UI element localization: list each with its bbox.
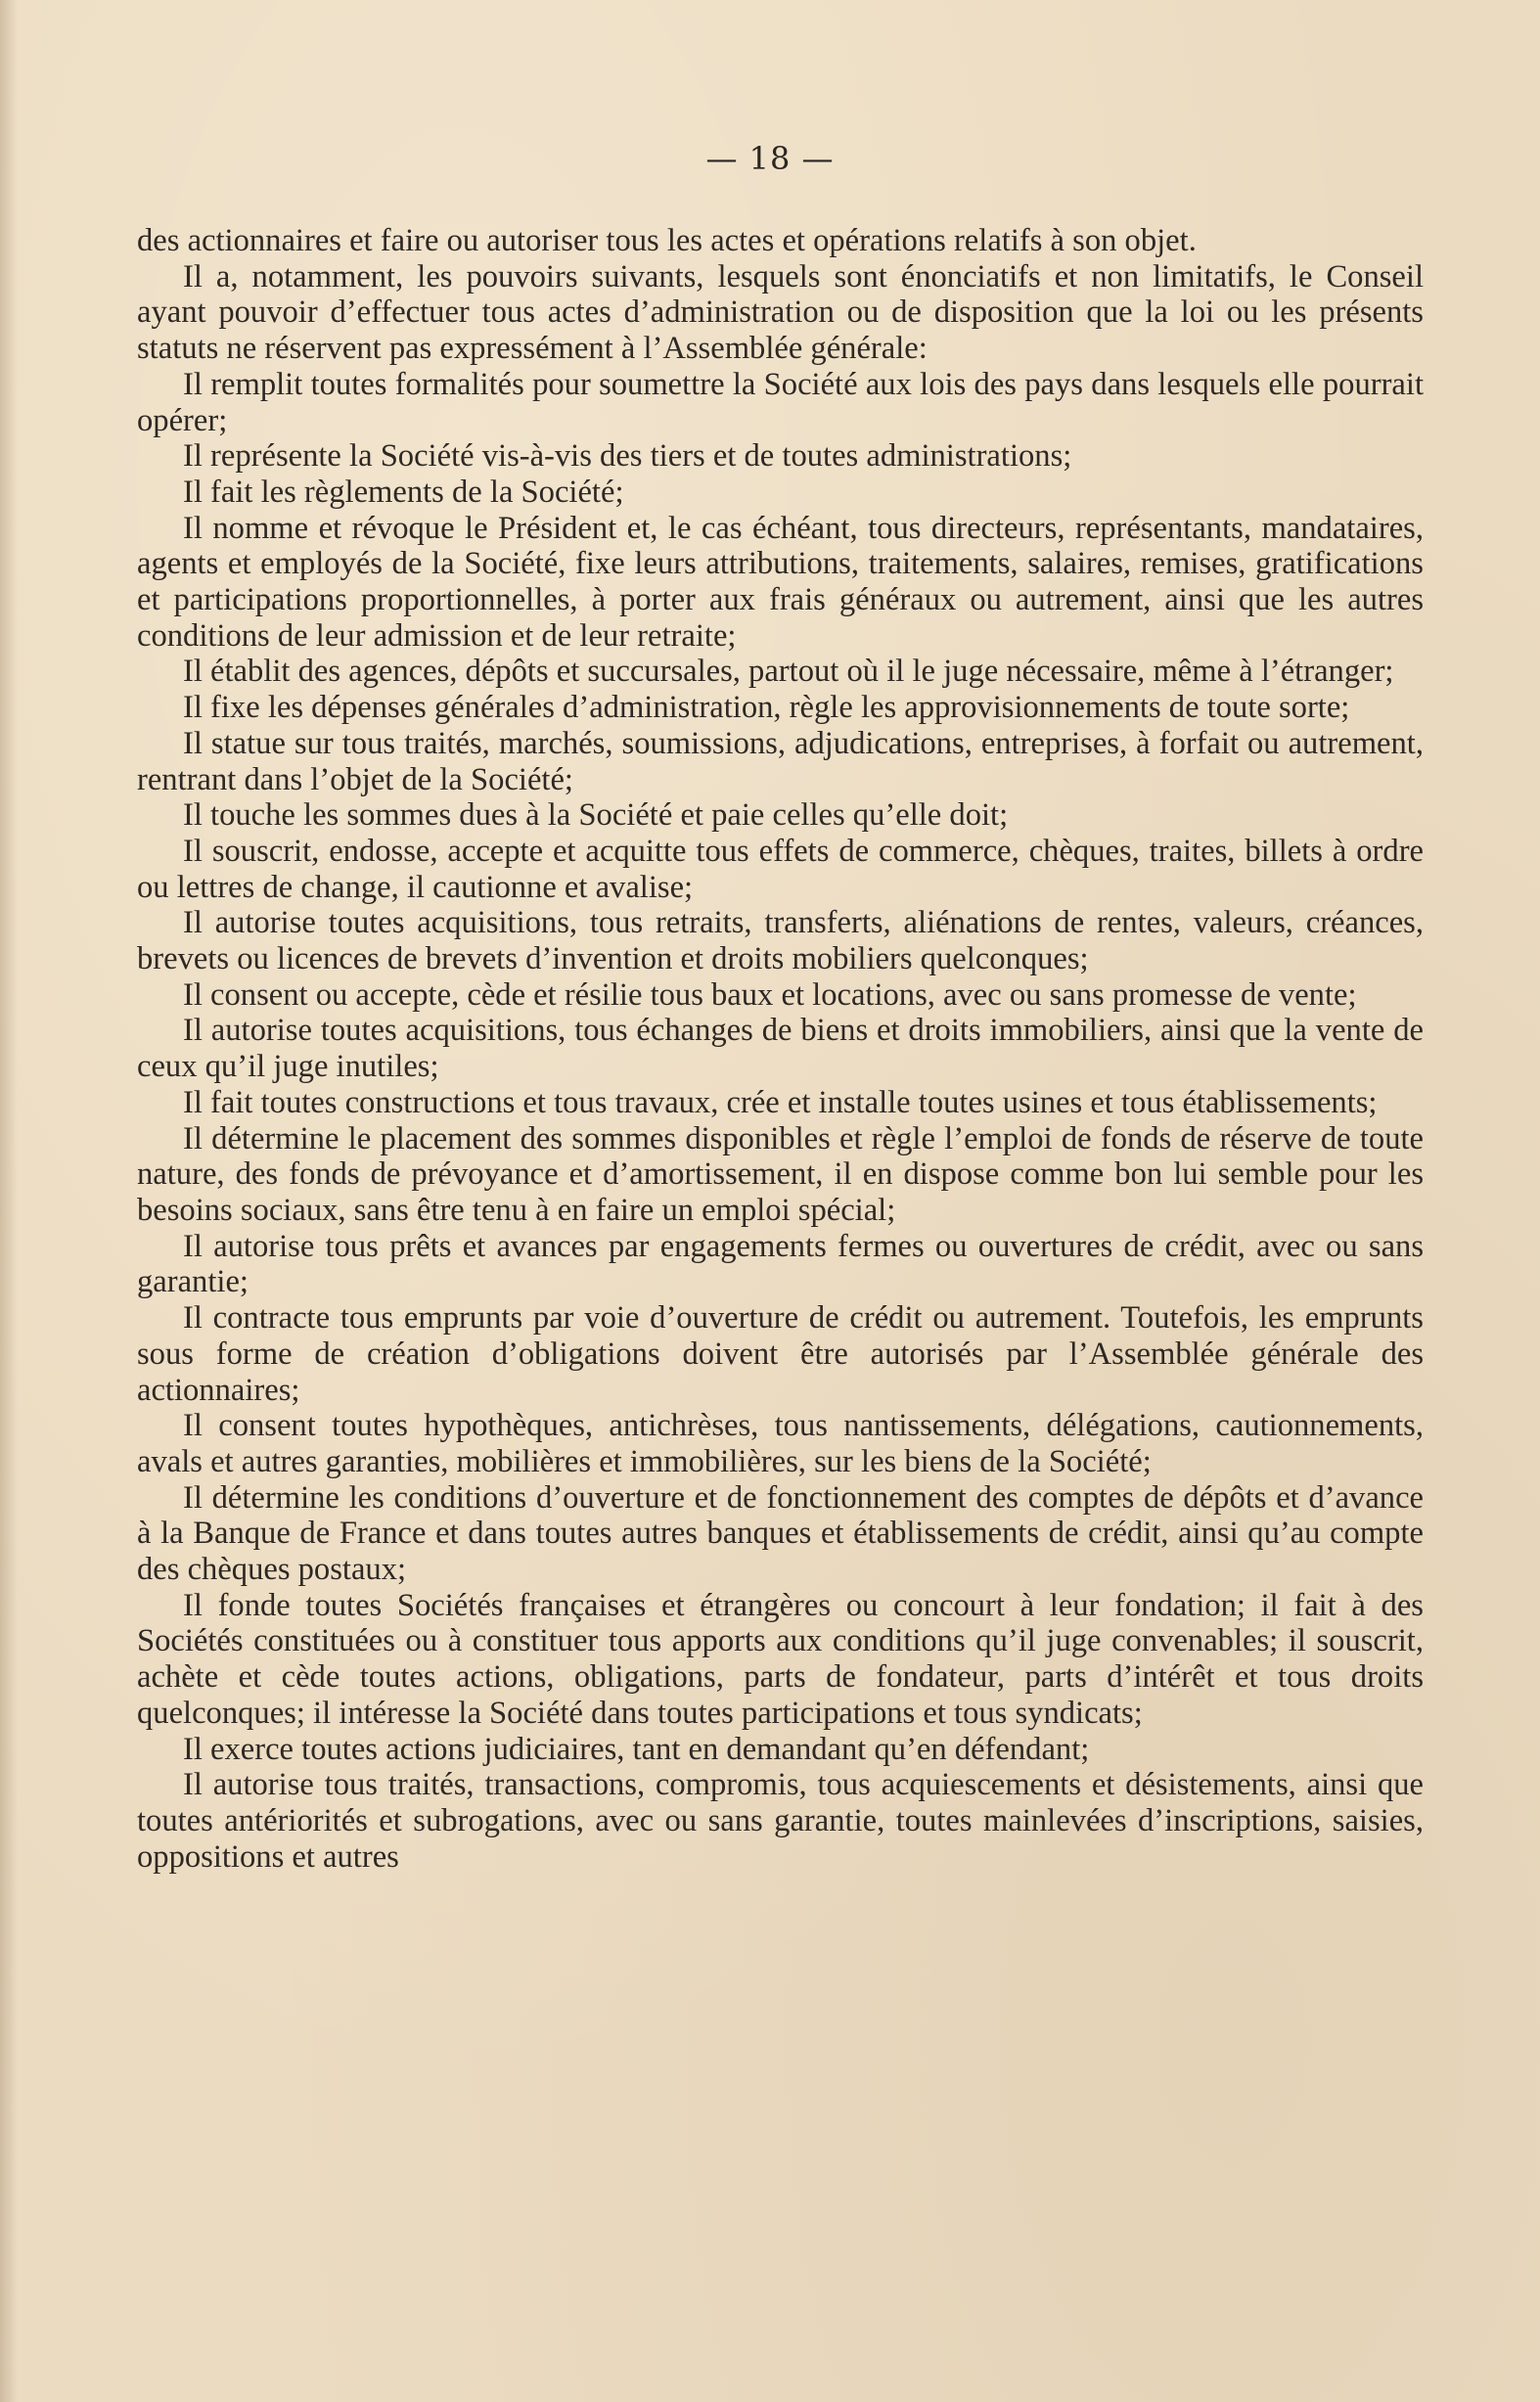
paragraph-4: Il représente la Société vis-à-vis des tiers et de toutes administrations; [183,438,1072,475]
paragraph-16: Il détermine le placement des sommes disponibles et règle l’emploi de fonds de réserve de toute nature, des fonds de prévoyance et d’amortissement, il en dispose comme bon lui semble pour les besoins sociaux, sans être tenu à en faire un emploi spécial; [137,1120,1424,1228]
paragraph-15: Il fait toutes constructions et tous travaux, crée et installe toutes usines et tous établissements; [183,1084,1378,1120]
paragraph-10: Il touche les sommes dues à la Société et paie celles qu’elle doit; [183,797,1009,834]
paragraph-7: Il établit des agences, dépôts et succursales, partout où il le juge nécessaire, même à l’étranger; [183,654,1394,690]
paragraph-12: Il autorise toutes acquisitions, tous retraits, transferts, aliénations de rentes, valeurs, créances, brevets ou licences de brevets d’invention et droits mobiliers quelconques; [137,905,1424,977]
paragraph-17: Il autorise tous prêts et avances par engagements fermes ou ouvertures de crédit, avec ou sans garantie; [137,1228,1424,1300]
paragraph-23: Il autorise tous traités, transactions, compromis, tous acquiescements et désistements, ainsi que toutes antériorités et subrogations, avec ou sans garantie, toutes mainlevées d’inscriptions, saisies, oppositions et autres [137,1767,1424,1875]
paragraph-21: Il fonde toutes Sociétés françaises et étrangères ou concourt à leur fondation; il fait à des Sociétés constituées ou à constituer tous apports aux conditions qu’il juge convenables; il souscrit, achète et cède toutes actions, obligations, parts de fondateur, parts d’intérêt et tous droits quelconques; il intéresse la Société dans toutes participations et tous syndicats; [137,1587,1424,1731]
paragraph-8: Il fixe les dépenses générales d’administration, règle les approvisionnements de toute sorte; [183,690,1350,726]
paragraph-2: Il a, notamment, les pouvoirs suivants, lesquels sont énonciatifs et non limitatifs, le Conseil ayant pouvoir d’effectuer tous actes d’administration ou de disposition que la loi ou les présents statuts ne réservent pas expressément à l’Assemblée générale: [137,258,1424,367]
paragraph-3: Il remplit toutes formalités pour soumettre la Société aux lois des pays dans lesquels elle pourrait opérer; [137,366,1424,438]
paragraph-5: Il fait les règlements de la Société; [183,474,624,510]
paragraph-18: Il contracte tous emprunts par voie d’ouverture de crédit ou autrement. Toutefois, les emprunts sous forme de création d’obligations doivent être autorisés par l’Assemblée générale des actionnaires; [137,1300,1424,1408]
paragraph-1: des actionnaires et faire ou autoriser tous les actes et opérations relatifs à son objet. [137,223,1197,258]
paragraph-9: Il statue sur tous traités, marchés, soumissions, adjudications, entreprises, à forfait ou autrement, rentrant dans l’objet de la Société; [137,725,1424,797]
page-number: — 18 — [705,140,835,177]
paragraph-22: Il exerce toutes actions judiciaires, tant en demandant qu’en défendant; [183,1731,1090,1767]
paragraph-14: Il autorise toutes acquisitions, tous échanges de biens et droits immobiliers, ainsi que la vente de ceux qu’il juge inutiles; [137,1013,1424,1085]
paragraph-6: Il nomme et révoque le Président et, le cas échéant, tous directeurs, représentants, mandataires, agents et employés de la Société, fixe leurs attributions, traitements, salaires, remises, gratifications et participations proportionnelles, à porter aux frais généraux ou autrement, ainsi que les autres conditions de leur admission et de leur retraite; [137,510,1424,654]
page-edge-shadow [0,0,18,2402]
paragraph-11: Il souscrit, endosse, accepte et acquitte tous effets de commerce, chèques, traites, billets à ordre ou lettres de change, il cautionne et avalise; [137,833,1424,905]
body-text [137,223,1424,1875]
paragraph-13: Il consent ou accepte, cède et résilie tous baux et locations, avec ou sans promesse de vente; [183,976,1357,1013]
paragraph-20: Il détermine les conditions d’ouverture et de fonctionnement des comptes de dépôts et d’avance à la Banque de France et dans toutes autres banques et établissements de crédit, ainsi qu’au compte des chèques postaux; [137,1479,1424,1588]
paragraph-19: Il consent toutes hypothèques, antichrèses, tous nantissements, délégations, cautionnements, avals et autres garanties, mobilières et immobilières, sur les biens de la Société; [137,1408,1424,1479]
